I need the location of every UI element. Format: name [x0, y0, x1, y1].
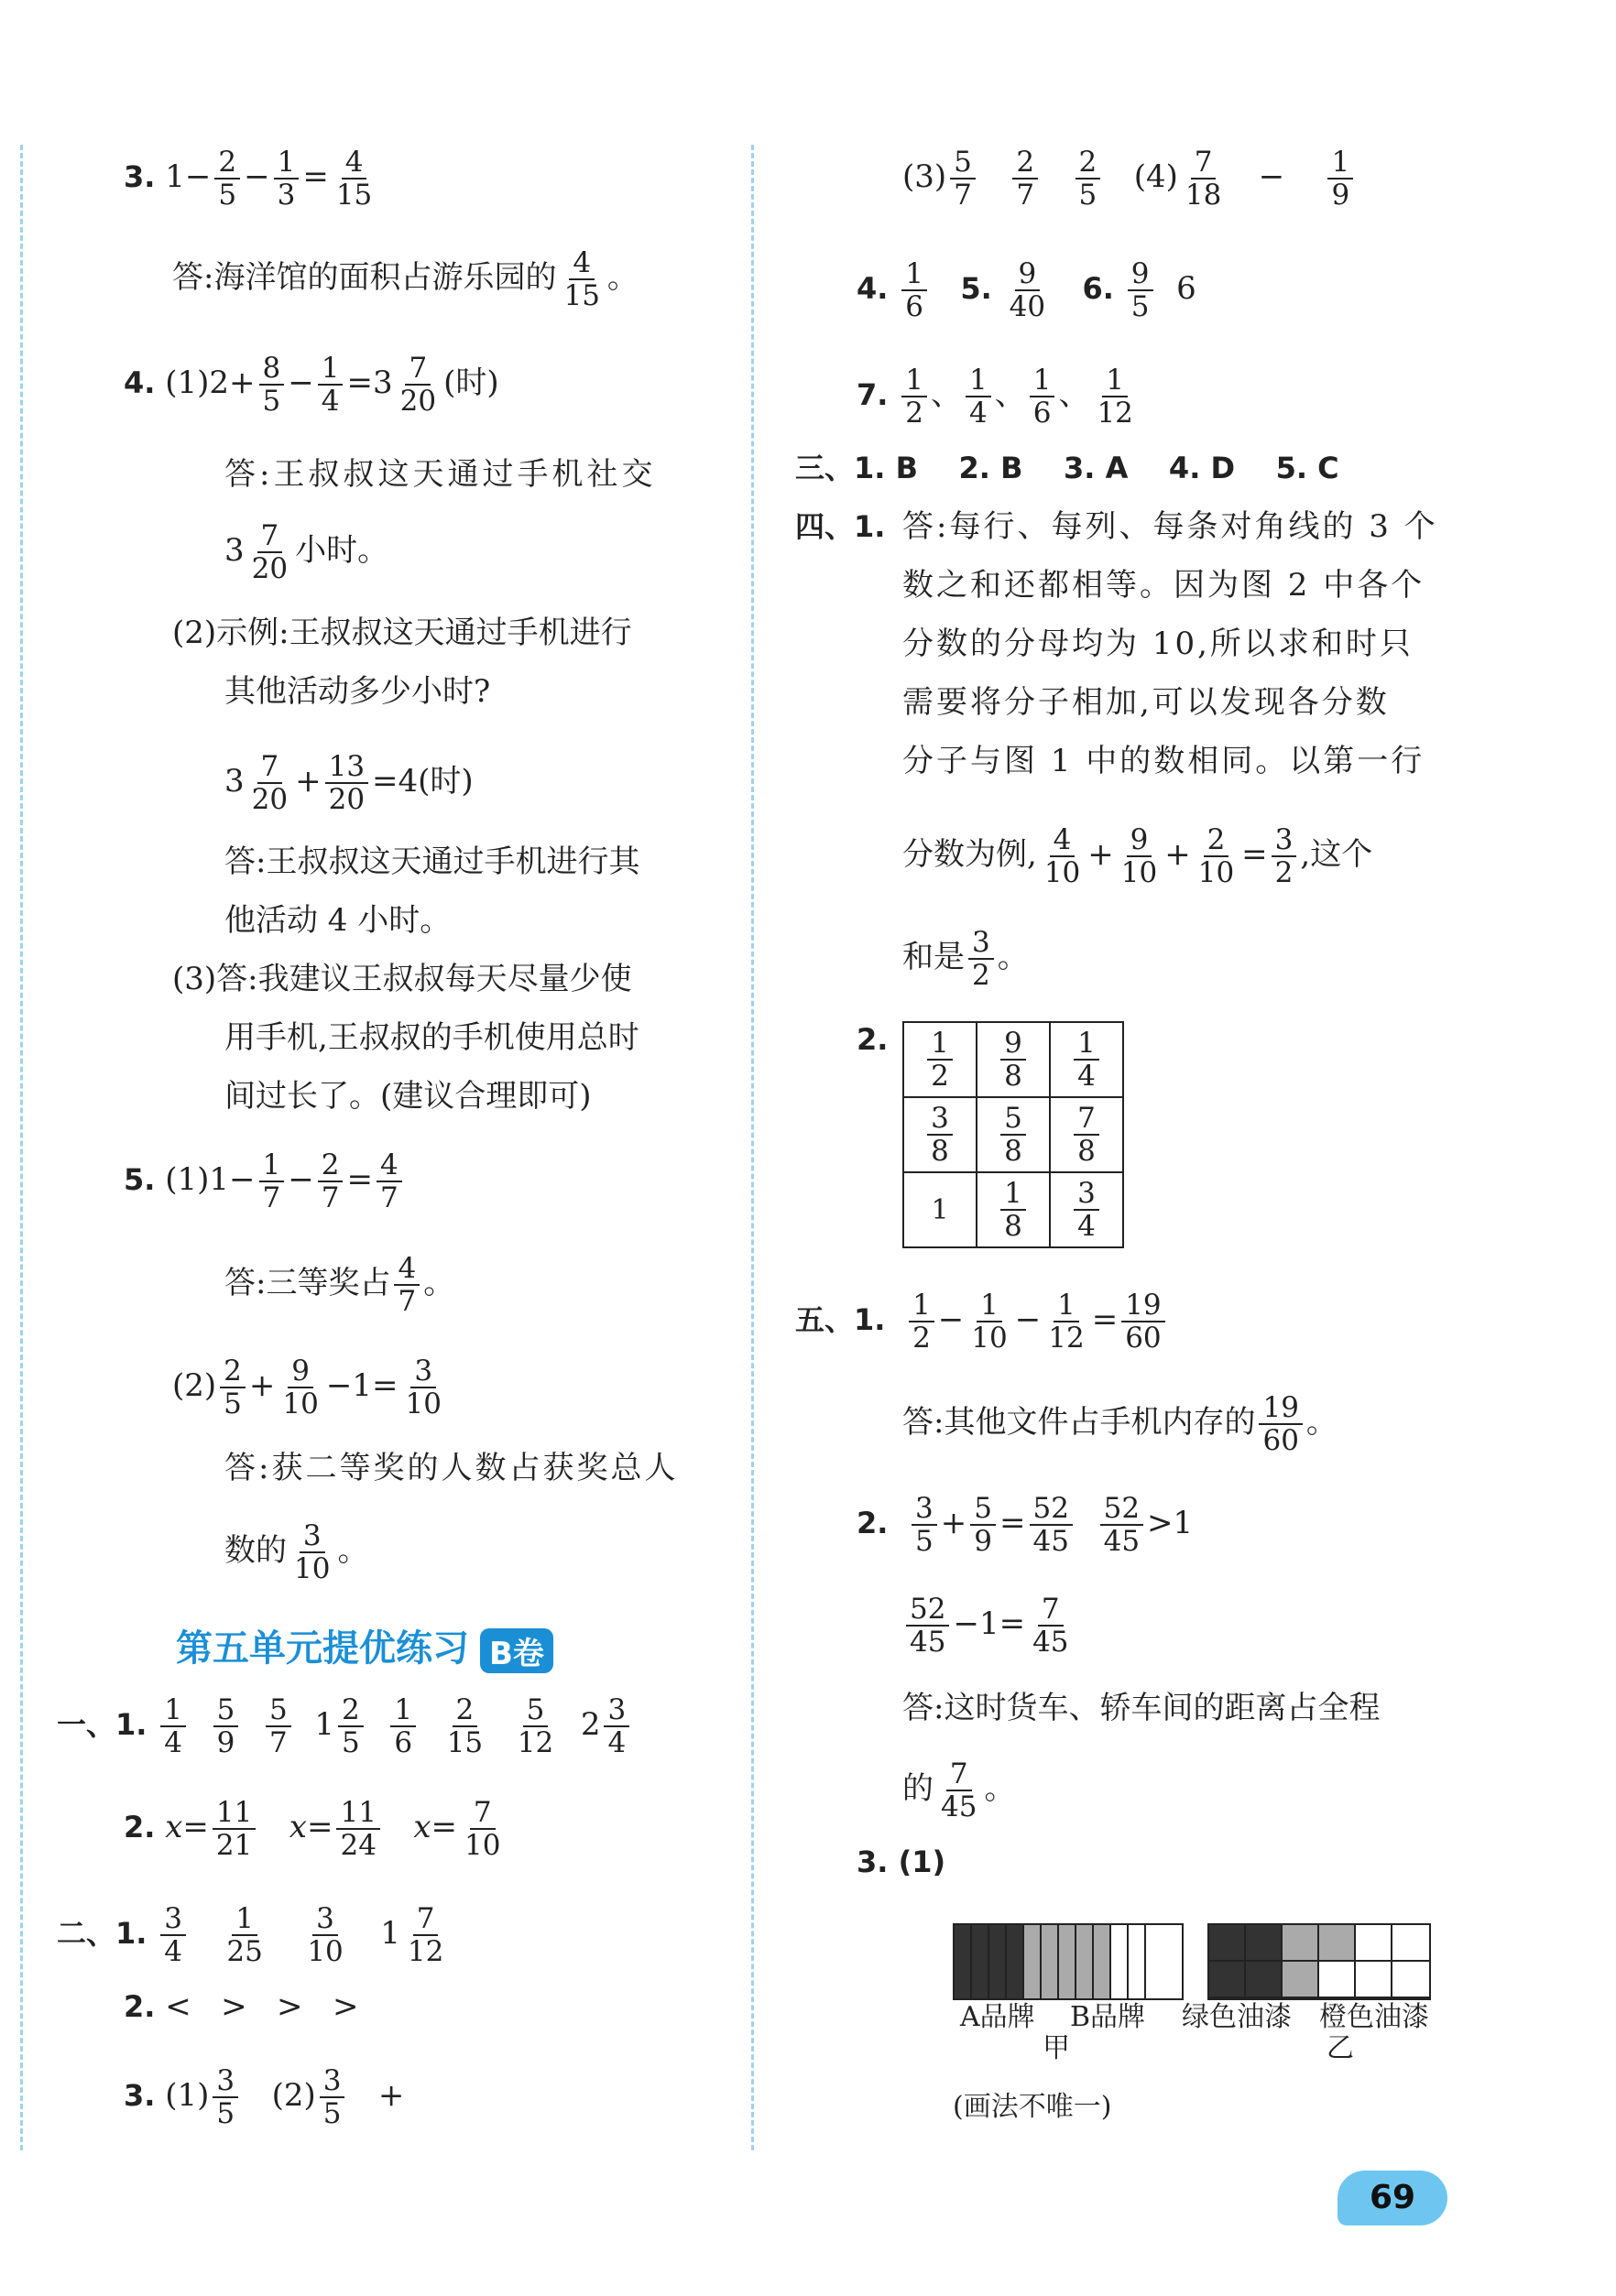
bar-segment	[989, 1925, 1007, 1998]
fraction: $\frac{4}{7}$	[377, 1149, 402, 1213]
fraction: $\frac{3}{2}$	[968, 927, 994, 991]
s4-line-4: 需要将分子相加,可以发现各分数	[902, 684, 1390, 721]
q5-2-answer-a: 答:获二等奖的人数占获奖总人	[224, 1450, 679, 1486]
grid-cell	[1319, 1962, 1356, 1998]
s4-sum: 和是 $\frac{3}{2}$ 。	[902, 926, 1029, 992]
fraction: $\frac{5}{7}$	[950, 147, 976, 211]
q4-label: 4.	[124, 365, 156, 400]
bar-segment	[972, 1925, 989, 1998]
grid-cell: $\frac{3}{8}$	[903, 1097, 977, 1172]
bar-segment	[1059, 1925, 1076, 1998]
grid-cell: 1	[903, 1172, 977, 1247]
label-a-brand: A品牌	[960, 2001, 1035, 2033]
grid-cell: $\frac{1}{2}$	[903, 1022, 977, 1097]
fraction: $\frac{11}{21}$	[213, 1797, 256, 1861]
fraction: $\frac{7}{20}$	[399, 352, 437, 418]
fraction: $\frac{2}{7}$	[1012, 147, 1038, 211]
label-b-brand: B品牌	[1070, 2001, 1146, 2033]
q5-line: 5. (1)1− $\frac{1}{7}$ − $\frac{2}{7}$ = $\frac{4}{7}$	[124, 1149, 406, 1213]
fraction: $\frac{9}{5}$	[1128, 258, 1153, 322]
s4-line-3: 分数的分母均为 10,所以求和时只	[902, 626, 1414, 662]
bar-diagram-jia	[953, 1923, 1184, 2000]
grid-cell: $\frac{1}{8}$	[977, 1172, 1050, 1247]
fraction: $\frac{1}{4}$	[318, 353, 344, 417]
magic-square	[902, 1021, 1124, 1248]
grid-cell: $\frac{9}{8}$	[977, 1022, 1050, 1097]
fraction: $\frac{7}{20}$	[251, 750, 289, 816]
fraction: $\frac{2}{5}$	[338, 1694, 364, 1758]
s3-line: 三、1. B 2. B 3. A 4. D 5. C	[795, 451, 1339, 485]
left-margin-line	[20, 145, 23, 2150]
fraction: $\frac{19}{60}$	[1259, 1392, 1302, 1456]
s4-line-2: 数之和还都相等。因为图 2 中各个	[902, 567, 1425, 604]
fraction: $\frac{1}{2}$	[901, 365, 927, 429]
s1-2-line: 2. x= $\frac{11}{21}$ x= $\frac{11}{24}$ x= $\frac{7}{10}$	[124, 1797, 508, 1861]
s5-2-answer-a: 答:这时货车、轿车间的距离占全程	[902, 1690, 1381, 1726]
q3-answer: 答:海洋馆的面积占游乐园的 $\frac{4}{15}$ 。	[172, 246, 639, 312]
label-green-paint: 绿色油漆	[1182, 2001, 1292, 2033]
s5-1-answer: 答:其他文件占手机内存的 $\frac{19}{60}$ 。	[902, 1391, 1338, 1457]
fraction: $\frac{4}{7}$	[394, 1253, 420, 1317]
fraction: $\frac{1}{12}$	[1048, 1289, 1085, 1355]
fraction: $\frac{52}{45}$	[1030, 1493, 1073, 1557]
fraction: $\frac{1}{6}$	[390, 1694, 416, 1758]
bar-segment	[1111, 1925, 1129, 1998]
s4-example: 分数为例, $\frac{4}{10}$ + $\frac{9}{10}$ + $\frac{2}{10}$ = $\frac{3}{2}$ ,这个	[902, 823, 1373, 889]
grid-cell	[1209, 1962, 1246, 1998]
fraction: $\frac{52}{45}$	[1100, 1493, 1143, 1557]
s2-3-label: 3.	[124, 2078, 156, 2113]
fraction: $\frac{3}{10}$	[294, 1519, 331, 1585]
fraction: $\frac{3}{4}$	[604, 1694, 629, 1758]
q4-2-line-b: 其他活动多少小时?	[224, 673, 491, 710]
fraction: $\frac{5}{12}$	[517, 1693, 554, 1759]
bar-segment	[1024, 1925, 1042, 1998]
s4-label: 四、1.	[795, 509, 886, 544]
fraction: $\frac{7}{20}$	[251, 519, 289, 585]
fraction: $\frac{7}{18}$	[1185, 146, 1222, 212]
fraction: $\frac{52}{45}$	[906, 1594, 949, 1658]
grid-cell	[1356, 1925, 1392, 1962]
s2-2-line: 2. < > > >	[124, 1988, 359, 2025]
fraction: $\frac{2}{5}$	[214, 147, 240, 211]
q4-3-line-b: 用手机,王叔叔的手机使用总时	[224, 1019, 639, 1056]
fraction: $\frac{1}{3}$	[274, 147, 300, 211]
fraction: $\frac{3}{2}$	[1272, 824, 1297, 888]
fraction: $\frac{2}{15}$	[446, 1693, 484, 1759]
bar-segment	[1007, 1925, 1024, 1998]
q3-expr: 1−	[165, 158, 212, 195]
s5-2-line: 2. $\frac{3}{5}$ + $\frac{5}{9}$ = $\frac{52}{45}$ $\frac{52}{45}$ >1	[857, 1492, 1194, 1558]
q5-label: 5.	[124, 1162, 156, 1197]
q5-2-expr: (2) $\frac{2}{5}$ + $\frac{9}{10}$ −1= $\frac{3}{10}$	[172, 1355, 449, 1420]
grid-cell: $\frac{3}{4}$	[1050, 1172, 1123, 1247]
fraction: $\frac{3}{5}$	[912, 1493, 937, 1557]
grid-cell	[1283, 1962, 1319, 1998]
s1-label: 一、1.	[57, 1707, 147, 1742]
fraction: $\frac{1}{12}$	[1097, 364, 1133, 430]
center-divider	[751, 145, 754, 2150]
r1-line: (3) $\frac{5}{7}$ $\frac{2}{7}$ $\frac{2}{5}$ (4) $\frac{7}{18}$ − $\frac{1}{9}$	[902, 147, 1357, 211]
r2-line: 4. $\frac{1}{6}$ 5. $\frac{9}{40}$ 6. $\frac{9}{5}$ 6	[857, 257, 1196, 323]
fraction: $\frac{9}{40}$	[1009, 257, 1046, 323]
q5-2-answer-b: 数的 $\frac{3}{10}$ 。	[224, 1519, 369, 1585]
fraction: $\frac{5}{9}$	[970, 1493, 996, 1557]
fraction: $\frac{1}{4}$	[966, 365, 991, 429]
fraction: $\frac{1}{10}$	[971, 1289, 1008, 1355]
grid-cell: $\frac{7}{8}$	[1050, 1097, 1123, 1172]
fraction: $\frac{2}{10}$	[1197, 823, 1235, 889]
s2-2-label: 2.	[124, 1989, 156, 2024]
grid-cell	[1209, 1925, 1246, 1962]
bar-segment	[1146, 1925, 1163, 1998]
q4-3-line-c: 间过长了。(建议合理即可)	[224, 1078, 592, 1115]
bar-segment	[1076, 1925, 1094, 1998]
s4-line-1: 答:每行、每列、每条对角线的 3 个	[902, 508, 1438, 545]
fraction: $\frac{9}{10}$	[1120, 823, 1158, 889]
fraction: $\frac{7}{45}$	[1032, 1593, 1069, 1659]
grid-cell: $\frac{1}{4}$	[1050, 1022, 1123, 1097]
s2-3-line: 3. (1) $\frac{3}{5}$ (2) $\frac{3}{5}$ +	[124, 2064, 405, 2130]
fraction: $\frac{3}{5}$	[213, 2065, 238, 2129]
page-number: 69	[1338, 2171, 1447, 2225]
fraction: $\frac{1}{7}$	[259, 1149, 285, 1213]
fraction: $\frac{5}{7}$	[266, 1694, 291, 1758]
fraction: $\frac{13}{20}$	[325, 751, 368, 815]
fraction: $\frac{3}{10}$	[405, 1355, 442, 1420]
fraction: $\frac{2}{7}$	[318, 1149, 344, 1213]
grid-cell	[1356, 1962, 1392, 1998]
grid-cell	[1283, 1925, 1319, 1962]
label-yi: 乙	[1327, 2032, 1354, 2064]
fraction: $\frac{8}{5}$	[259, 353, 285, 417]
s5-1-line: 五、1. $\frac{1}{2}$ − $\frac{1}{10}$ − $\frac{1}{12}$ = $\frac{19}{60}$	[795, 1289, 1169, 1354]
q3-label: 3.	[124, 159, 156, 194]
grid-cell	[1246, 1925, 1283, 1962]
fraction: $\frac{1}{6}$	[1030, 365, 1055, 429]
s4-line-5: 分子与图 1 中的数相同。以第一行	[902, 743, 1425, 779]
label-orange-paint: 橙色油漆	[1319, 2001, 1429, 2033]
fraction: $\frac{1}{4}$	[160, 1694, 186, 1758]
s5-3-label: 3. (1)	[857, 1844, 946, 1879]
q4-3-line-a: (3)答:我建议王叔叔每天尽量少使	[172, 961, 632, 997]
fraction: $\frac{1}{9}$	[1327, 147, 1353, 211]
fraction: $\frac{7}{12}$	[407, 1902, 444, 1968]
q4-2-expr: 3 $\frac{7}{20}$ + $\frac{13}{20}$ =4(时)	[224, 750, 474, 816]
label-jia: 甲	[1043, 2032, 1070, 2064]
q4-answer-1b: 3 $\frac{7}{20}$ 小时。	[224, 519, 389, 585]
grid-cell	[1246, 1962, 1283, 1998]
grid-cell: $\frac{5}{8}$	[977, 1097, 1050, 1172]
s5-2-line-b: $\frac{52}{45}$ −1= $\frac{7}{45}$	[902, 1594, 1076, 1658]
s5-2-answer-b: 的 $\frac{7}{45}$ 。	[902, 1757, 1016, 1823]
s2-1-line: 二、1. $\frac{3}{4}$ $\frac{1}{25}$ $\frac{3}{10}$ 1 $\frac{7}{12}$	[57, 1903, 451, 1967]
fraction: $\frac{4}{15}$	[335, 146, 373, 212]
fraction: $\frac{4}{15}$	[563, 246, 600, 312]
fraction: $\frac{7}{10}$	[464, 1796, 501, 1862]
fraction: $\frac{19}{60}$	[1121, 1289, 1164, 1354]
s1-1-line: 一、1. $\frac{1}{4}$ $\frac{5}{9}$ $\frac{5}{7}$ 1 $\frac{2}{5}$ $\frac{1}{6}$ $\frac{2}{15}$ $\frac{5}{12}$ 2 $\frac{3}{4}$	[57, 1694, 633, 1758]
q4-2-answer-a: 答:王叔叔这天通过手机进行其	[224, 843, 640, 880]
fraction: $\frac{11}{24}$	[336, 1797, 379, 1861]
fraction: $\frac{3}{5}$	[320, 2065, 345, 2129]
section-title: 第五单元提优练习 B卷	[176, 1619, 553, 1673]
q4-2-line-a: (2)示例:王叔叔这天通过手机进行	[172, 615, 632, 651]
grid-cell	[1392, 1925, 1429, 1962]
q4-answer-1: 答:王叔叔这天通过手机社交	[224, 456, 657, 493]
fraction: $\frac{9}{10}$	[282, 1355, 319, 1420]
fraction: $\frac{4}{10}$	[1043, 823, 1081, 889]
fraction: $\frac{5}{9}$	[213, 1694, 239, 1758]
grid-diagram-yi	[1207, 1923, 1431, 2000]
fraction: $\frac{3}{4}$	[160, 1903, 186, 1967]
bar-segment	[1094, 1925, 1111, 1998]
fraction: $\frac{2}{5}$	[1076, 147, 1101, 211]
fraction: $\frac{2}{5}$	[220, 1355, 246, 1420]
bar-segment	[1042, 1925, 1059, 1998]
s4-2-label: 2.	[857, 1022, 889, 1057]
r3-line: 7. $\frac{1}{2}$ 、 $\frac{1}{4}$ 、 $\frac{1}{6}$ 、 $\frac{1}{12}$	[857, 365, 1141, 429]
drawing-note: (画法不唯一)	[953, 2091, 1112, 2123]
grid-cell	[1392, 1962, 1429, 1998]
fraction: $\frac{7}{45}$	[941, 1757, 977, 1823]
fraction: $\frac{1}{6}$	[901, 258, 927, 322]
fraction: $\frac{1}{2}$	[909, 1289, 934, 1354]
section-badge: B卷	[480, 1628, 553, 1673]
s1-2-label: 2.	[124, 1810, 156, 1844]
bar-segment	[955, 1925, 972, 1998]
q3-line: 3. 1− $\frac{2}{5}$ − $\frac{1}{3}$ = $\frac{4}{15}$	[124, 147, 379, 211]
grid-cell	[1319, 1925, 1356, 1962]
bar-segment	[1129, 1925, 1146, 1998]
fraction: $\frac{1}{25}$	[226, 1902, 263, 1968]
q4-2-answer-b: 他活动 4 小时。	[224, 902, 452, 939]
fraction: $\frac{3}{10}$	[307, 1902, 344, 1968]
q5-answer: 答:三等奖占 $\frac{4}{7}$ 。	[224, 1252, 455, 1318]
q4-line: 4. (1)2+ $\frac{8}{5}$ − $\frac{1}{4}$ =3 $\frac{7}{20}$ (时)	[124, 352, 499, 418]
s2-label: 二、1.	[57, 1916, 147, 1951]
